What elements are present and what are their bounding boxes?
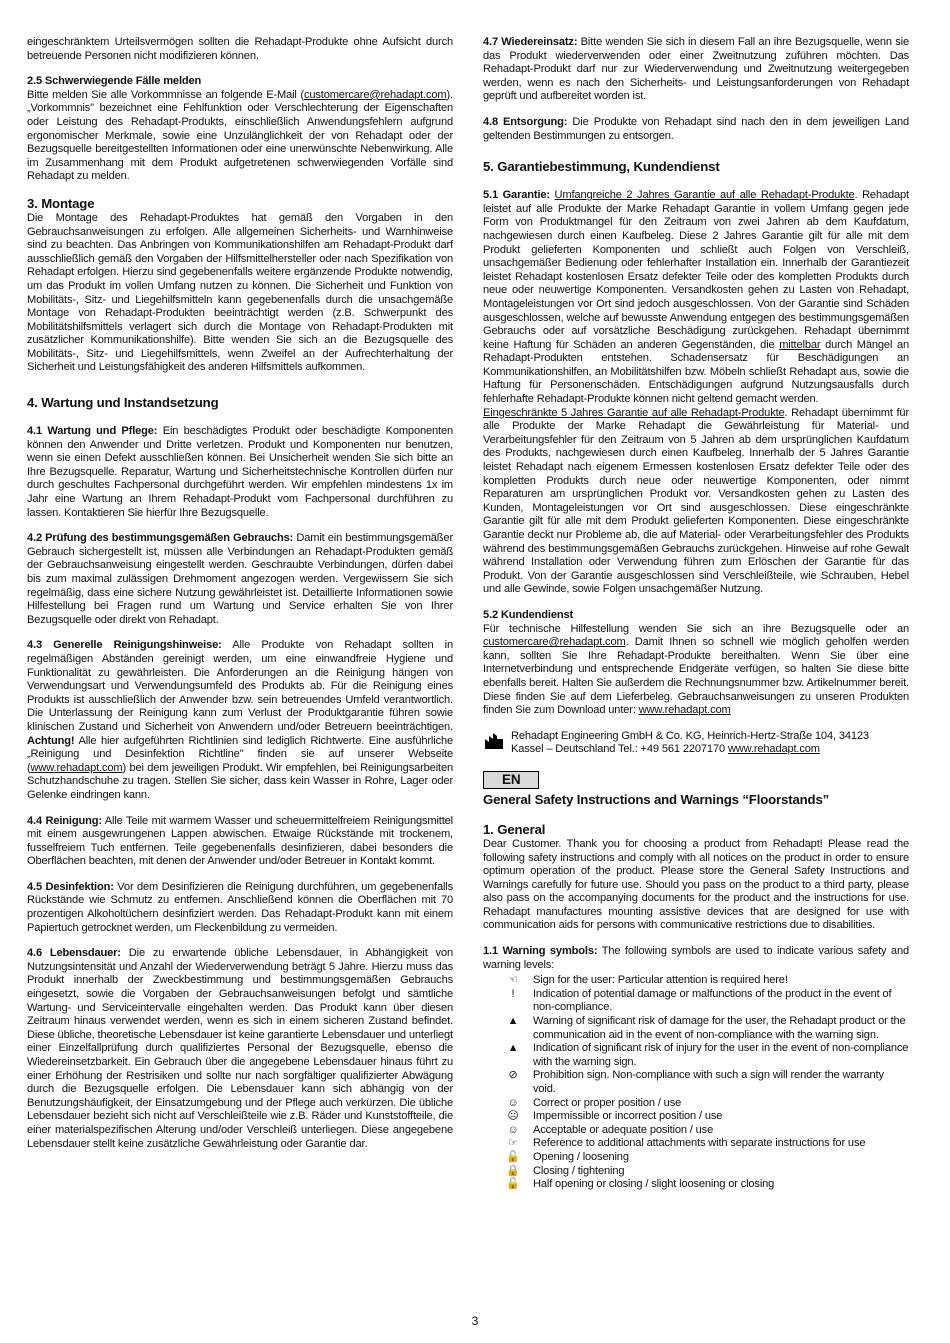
warning-symbol-row (483, 1151, 909, 1165)
text-run: durch Mängel an Rehadapt-Produkten entstehen. Schadensersatz für Beschädigungen an Kommunikationshilfen, an Mobilitätshilfen bzw. Möbeln schließt Rehadapt aus, sowie die Haftung für Personenschäden. Entschädigungen aufgrund Nutzungsausfalls durch fehlerhafte Rehadapt-Produkte können nicht geltend gemacht werden. (483, 338, 909, 406)
warning-symbol-row (483, 988, 909, 1015)
warning-symbol-text: Impermissible or incorrect position / use (533, 1110, 723, 1123)
section-4-6-heading: 4.6 Lebensdauer: (27, 947, 121, 960)
section-5-2 (483, 609, 909, 718)
achtung-label: Achtung! (27, 734, 75, 747)
text-run: ) bei dem jeweiligen Produkt. Wir empfehlen, bei Reinigungsarbeiten Schutzhandschuhe zu tragen. Stellen Sie sicher, dass kein Wasser in Rohre, Lager oder Gelenke eindringen kann. (27, 761, 453, 801)
warning-symbol-row (483, 1097, 909, 1111)
warning-symbol-text: Correct or proper position / use (533, 1096, 682, 1109)
warning-symbol-text: Reference to additional attachments with separate instructions for use (533, 1137, 866, 1150)
section-4-5-heading: 4.5 Desinfektion: (27, 880, 114, 893)
section-4-7-heading: 4.7 Wiedereinsatz: (483, 36, 578, 48)
en-title: General Safety Instructions and Warnings “Floorstands” (483, 791, 830, 807)
smiley-neutral-icon: ☺ (507, 1123, 519, 1136)
section-4-6 (27, 947, 453, 1151)
lock-open-icon: 🔓 (506, 1150, 520, 1163)
lock-half-icon: 🔓 (506, 1178, 520, 1191)
text-run: The following symbols are used to indicate various safety and warning levels: (483, 945, 909, 971)
mittelbar-term: mittelbar (779, 338, 821, 351)
section-4-2 (27, 532, 453, 627)
section-2-5-heading: 2.5 Schwerwiegende Fälle melden (27, 75, 202, 88)
en-general-heading: 1. General (483, 821, 546, 837)
section-3-heading: 3. Montage (27, 195, 95, 211)
warning-symbol-row (483, 1015, 909, 1042)
pointing-hand-icon: ☜ (508, 974, 518, 987)
warning-symbols-list (483, 974, 909, 1192)
email-link[interactable]: customercare@rehadapt.com (483, 636, 626, 649)
section-4-1-heading: 4.1 Wartung und Pflege: (27, 425, 158, 438)
text-run: ). „Vorkommnis" bezeichnet eine Fehlfunktion oder Verschlechterung der Eigenschaften oder Leistung des Rehadapt-Produkts, einschließlich Anwendungsfehlern aufgrund ergonomischer Merkmale, sowie eine Unzulänglichkeit der von Rehadapt oder der Bezugsquelle bereitgestellten Informationen oder eine unerwünschte Nebenwirkung. Alle im Zusammenhang mit dem Produkt aufgetretenen schwerwiegenden Vorfälle sind Rehadapt zu melden. (27, 88, 453, 183)
lock-closed-icon: 🔒 (506, 1164, 520, 1177)
warning-symbol-row (483, 1178, 909, 1192)
website-link[interactable]: www.rehadapt.com (638, 704, 731, 717)
section-4-8 (483, 116, 909, 143)
warning-symbol-text: Opening / loosening (533, 1150, 629, 1163)
address-line-2 (511, 743, 909, 757)
text-run: Kassel – Deutschland Tel.: +49 561 2207170 (511, 743, 728, 756)
email-link[interactable]: customercare@rehadapt.com (303, 88, 447, 101)
section-5-1-heading: 5.1 Garantie: (483, 189, 550, 202)
warning-symbol-text: Prohibition sign. Non-compliance with such a sign will render the warranty void. (533, 1069, 884, 1095)
text-run: Die zu erwartende übliche Lebensdauer, in Abhängigkeit von Nutzungsintensität und Anzahl der Wiederverwendung beträgt 5 Jahre. Hierzu muss das Produkt innerhalb der Zweckbestimmung und bestimmungsgemäßen Gebrauchs eingesetzt, sowie die Vorgaben der Gebrauchsanweisungen befolgt und sämtliche Wartung- und Serviceintervalle eingehalten werden. Das Produkt kann über diesen Zeitraum hinaus verwendet werden, wenn es sich in einem sicheren Zustand befindet. Diese übliche, theoretische Lebensdauer ist keine garantierte Lebensdauer und unterliegt einer Einzelfallprüfung durch qualifiziertes Personal der Bezugsquelle, ebenso die Wiedereinsetzbarkeit. Ein Gebrauch über die angegebene Lebensdauer hinaus führt zu einer Erhöhung der Restrisiken und sollte nur nach sorgfältiger qualifizierter Abwägung durch die Bezugsquelle erfolgen. Die Lebensdauer kann sich abhängig von der Benutzungshäufigkeit, der Einsatzumgebung und der Pflege auch verkürzen. Die übliche Lebensdauer bezieht sich nicht auf Verschleißteile wie z.B. Räder und Kunststoffteile, die einer materialspezifischen Alterung und/oder Verschleiß unterliegen. Diese angegebene Lebensdauer stellt keine zusätzliche Gewährleistung oder Garantie dar. (27, 947, 453, 1150)
manufacturer-icon (483, 732, 505, 750)
left-column (27, 36, 453, 1151)
text-run: Alle Teile mit warmem Wasser und scheuermittelfreiem Reinigungsmittel mit einem ausgewrungenen Lappen abwischen. Etwaige Rückstände mit trockenem, fusselfreiem Tuch entfernen. Teile gegebenenfalls desinfizieren, dabei besonders die Oberflächen beachten, mit denen der Anwender und/oder Betreuer in Kontakt kommt. (27, 814, 453, 868)
section-5-heading: 5. Garantiebestimmung, Kundendienst (483, 159, 720, 175)
warning-symbol-row (483, 1124, 909, 1138)
warning-symbol-text: Acceptable or adequate position / use (533, 1123, 714, 1136)
text-run: Für technische Hilfestellung wenden Sie sich an ihre Bezugsquelle oder an (483, 622, 909, 635)
intro-paragraph: eingeschränktem Urteilsvermögen sollten die Rehadapt-Produkte ohne Aufsicht durch betreuende Personen nicht modifizieren können. (27, 36, 453, 62)
section-5-2-heading: 5.2 Kundendienst (483, 608, 574, 621)
warning-triangle-icon: ▲ (507, 1015, 519, 1028)
section-4-4 (27, 815, 453, 869)
website-link[interactable]: www.rehadapt.com (30, 761, 123, 774)
warning-symbols-intro (483, 945, 909, 972)
manufacturer-contact (483, 730, 909, 757)
website-link[interactable]: www.rehadapt.com (727, 743, 820, 756)
exclamation-icon: ! (511, 987, 515, 1000)
warning-symbol-text: Warning of significant risk of damage for the user, the Rehadapt product or the communication aid in the event of non-compliance with the warning sign. (533, 1015, 906, 1041)
text-run: Alle Produkte von Rehadapt sollten in regelmäßigen Abständen gereinigt werden, um eine einwandfreie Hygiene und Funktionalität zu gewährleisten. Die Anforderungen an die Reinigung hängen von Verwendungsart und Verwendungsumfeld des Produkts ab. Für die Reinigung eines Produkts ist ausschließlich der Anwender bzw. sein betreuendes Umfeld verantwortlich. Die Unterlassung der Reinigung kann zum Verlust der Produktgarantie führen sowie klinischen Zustand und Sicherheit von Anwendern und/oder Betreuern beeinträchtigen. (27, 639, 453, 733)
section-4-5 (27, 881, 453, 935)
text-run: . Rehadapt übernimmt für alle Produkte der Marke Rehadapt die Gewährleistung für Material- und Verarbeitungsfehler für den Zeitraum von 5 Jahren ab dem ursprünglichen Kaufdatum des Produkts, nachgewiesen durch einen Kaufbeleg. Innerhalb der 5 Jahres Garantie leistet Rehadapt nach eigenem Ermessen kostenlosen Ersatz defekter Teile oder des kompletten Produkts durch neue oder neuwertige Komponenten, oder nimmt Reparaturen am ursprünglichen Produkt vor. Versandkosten gehen zu Lasten des Kunden, Montageleistungen vor Ort sind ausgeschlossen. Diese eingeschränkte Garantie gilt für alle mit dem Produkt gelieferten Komponenten. Diese eingeschränkte Garantie deckt nur Probleme ab, die auf Material- oder Verarbeitungsfehler des Produkts während des bestimmungsgemäßen Gebrauchs zurückgehen. Hinweise auf rohe Gewalt während Installation oder Verwendung führen zum Erlöschen der Garantie für das Produkt. Von der Garantie ausgeschlossen sind Verschleißteile, wie Schrauben, Hebel und alle Gewinde, sowie Folgen unsachgemäßer Nutzung. (483, 406, 909, 596)
warning-symbol-row (483, 1165, 909, 1179)
text-run: Vor dem Desinfizieren die Reinigung durchführen, um gegebenenfalls Rückstände wie Schmutz zu entfernen. Anschließend können die Oberflächen mit 70 prozentigen Alkoholtüchern desinfiziert werden. Das Rehadapt-Produkt kann mit einem Papiertuch getrocknet werden, um Fleckenbildung zu vermeiden. (27, 880, 453, 934)
warning-symbol-row (483, 1110, 909, 1124)
language-badge: EN (483, 771, 539, 789)
section-5-1 (483, 189, 909, 597)
section-3 (27, 196, 453, 375)
text-run: Die Produkte von Rehadapt sind nach den in dem jeweiligen Land geltenden Bestimmungen zu entsorgen. (483, 115, 909, 142)
right-column (483, 36, 909, 1192)
section-2-5 (27, 75, 453, 184)
text-run: . Rehadapt leistet auf alle Produkte der Marke Rehadapt Garantie in vollem Umfang gegen jede Form von Produktmangel für den Zeitraum von zwei Jahren ab dem Kaufdatum, nachgewiesen durch einen Kaufbeleg. Diese 2 Jahres Garantie gilt für alle mit dem Produkt gelieferten Komponenten und schließt auch Folgen von Verschleiß, unsachgemäßer Bedienung oder fehlerhafter Installation ein. Innerhalb der Garantiezeit leistet Rehadapt kostenlosen Ersatz defekter Teile oder des kompletten Produkts durch neue oder neuwertige Komponenten. Versandkosten gehen zu Lasten von Rehadapt, Montageleistungen vor Ort sind jedoch ausgeschlossen. Von der Garantie sind Schäden ausgeschlossen, welche auf bewusste Anwendung entgegen des bestimmungsgemäßen Gebrauchs oder auf vorsätzliche Beschädigung zurückgehen. Rehadapt übernimmt keine Haftung für Schäden an anderen Gegenständen, die (483, 189, 909, 351)
warning-symbol-row (483, 1069, 909, 1096)
section-4-2-heading: 4.2 Prüfung des bestimmungsgemäßen Gebrauchs: (27, 532, 294, 545)
text-run: Damit ein bestimmungsgemäßer Gebrauch sichergestellt ist, müssen alle Verbindungen an Rehadapt-Produkten gemäß der Gebrauchsanweisung eingestellt werden. Geschraubte Verbindungen, dürfen dabei bis zum maximal zulässigen Drehmoment angezogen werden. Vergewissern Sie sich regelmäßig, dass eine sichere Nutzung gewährleistet ist. Detaillierte Informationen sowie Hilfestellung bei Fragen rund um Wartung und Service erhalten Sie von Ihrer Bezugsquelle oder direkt von Rehadapt. (27, 532, 453, 626)
warning-symbol-row (483, 974, 909, 988)
page-number: 3 (471, 1314, 479, 1328)
warning-symbol-text: Half opening or closing / slight loosening or closing (533, 1178, 775, 1191)
section-4-7 (483, 36, 909, 104)
attachment-reference-icon: ☞ (508, 1137, 518, 1150)
section-4-3-heading: 4.3 Generelle Reinigungshinweise: (27, 639, 222, 652)
warning-symbol-text: Indication of potential damage or malfunctions of the product in the event of non-compliance. (533, 987, 892, 1014)
section-4-3 (27, 639, 453, 802)
section-4-8-heading: 4.8 Entsorgung: (483, 115, 568, 128)
text-run: Bitte wenden Sie sich in diesem Fall an ihre Bezugsquelle, wenn sie das Produkt wiederverwenden oder einer Zweitnutzung zuführen möchten. Das Rehadapt-Produkt darf nur zur Wiederverwendung und Zweitnutzung weitergegeben werden, wenn es nach den Sicherheits- und Leistungsanforderungen von Rehadapt geprüft und aufbereitet worden ist. (483, 36, 909, 103)
address-line-1: Rehadapt Engineering GmbH & Co. KG, Heinrich-Hertz-Straße 104, 34123 (511, 729, 869, 742)
smiley-sad-icon: ☹ (507, 1110, 519, 1123)
warning-triangle-icon: ▲ (507, 1042, 519, 1055)
warning-symbol-text: Sign for the user: Particular attention is required here! (533, 974, 788, 987)
section-3-text: Die Montage des Rehadapt-Produktes hat gemäß den Vorgaben in den Gebrauchsanweisungen zu erfolgen. Alle allgemeinen Sicherheits- und Warnhinweise sind zu beachten. Das Anbringen von Kommunikationshilfen am Rehadapt-Produkt darf ausschließlich gemäß den Vorgaben der Hilfsmittelhersteller oder nach Spezifikation von Rehadapt erfolgen. Hierzu sind gegebenenfalls weitere ergänzende Produkte notwendig, um das Produkt im vollen Umfang nutzen zu können. Die Sicherheit und Funktion von Mobilitäts-, Sitz- und Liegehilfsmitteln kann gegebenenfalls durch die unsachgemäße Montage von Rehadapt-Produkten beeinträchtigt werden (z.B. Schwerpunkt des Mobilitätshilfsmittels verlagert sich durch die Montage von Rehadapt-Produkten mit zusätzlicher Kommunikationshilfe). Bitte wenden Sie sich an die Bezugsquelle des Mobilitäts-, Sitz- und Liegehilfsmittels, wenn Zweifel an der Aufrechterhaltung der Sicherheit und Leistungsfähigkeit des anderen Hilfsmittels aufkommen. (27, 211, 453, 374)
en-general-text: Dear Customer. Thank you for choosing a product from Rehadapt! Please read the following safety instructions and comply with all notices on the product in order to ensure optimum operation of the product. Please store the General Safety Instructions and Warnings carefully for future use. Should you pass on the product to a third party, please also pass on the accompanying documents for the product and the instructions for use. Rehadapt manufactures mounting assistive devices that are designed for use with communication aids for persons with communicative restrictions due to disabilities. (483, 837, 909, 932)
section-4-4-heading: 4.4 Reinigung: (27, 814, 102, 827)
manufacturer-address (505, 730, 909, 757)
warning-symbol-row (483, 1042, 909, 1069)
smiley-happy-icon: ☺ (507, 1096, 519, 1109)
warranty-5-year-label: Eingeschränkte 5 Jahres Garantie auf alle Rehadapt-Produkte (483, 406, 785, 419)
warning-symbol-text: Closing / tightening (533, 1164, 625, 1177)
text-run: Bitte melden Sie alle Vorkommnisse an folgende E-Mail ( (27, 88, 304, 101)
warranty-2-year-label: Umfangreiche 2 Jahres Garantie auf alle Rehadapt-Produkte (554, 189, 855, 202)
prohibition-icon: ⊘ (508, 1069, 518, 1082)
text-run: . Damit Ihnen so schnell wie möglich geholfen werden kann, sollten Sie Ihre Rehadapt-Produkte bereithalten. Wenn Sie über eine Internetverbindung und entsprechende Endgeräte verfügen, so halten Sie diese bitte ebenfalls bereit. Halten Sie außerdem die Rechnungsnummer bzw. Artikelnummer bereit. Diese finden Sie auf dem Lieferbeleg. Gebrauchsanweisungen zu unseren Produkten finden Sie zum Download unter: (483, 636, 909, 717)
text-run: Ein beschädigtes Produkt oder beschädigte Komponenten können den Anwender und Dritte verletzen. Produkt und Komponenten nur benutzen, wenn sie einen Defekt ausschließen können. Bei Unsicherheit wenden Sie sich bitte an Ihre Bezugsquelle. Reparatur, Wartung und Sicherheitstechnische Kontrollen dürfen nur durch geschultes Fachpersonal durchgeführt werden. Wir empfehlen mindestens 1x im Jahr eine Wartung an Ihrem Rehadapt-Produkt vom Fachpersonal durchführen zu lassen. Kontaktieren Sie hierfür Ihre Bezugsquelle. (27, 425, 453, 519)
warning-symbol-text: Indication of significant risk of injury for the user in the event of non-compliance with the warning sign. (533, 1042, 909, 1068)
section-4-1 (27, 425, 453, 520)
warning-symbols-heading: 1.1 Warning symbols: (483, 945, 598, 958)
section-2-5-text (27, 89, 453, 184)
section-5-2-text (483, 623, 909, 718)
warning-symbol-row (483, 1137, 909, 1151)
section-4-heading: 4. Wartung und Instandsetzung (27, 395, 219, 411)
text-run: Alle hier aufgeführten Richtlinien sind lediglich Richtwerte. Eine ausführliche „Reinigung und Desinfektion Richtline" finden sie auf unserer Webseite ( (27, 734, 453, 774)
